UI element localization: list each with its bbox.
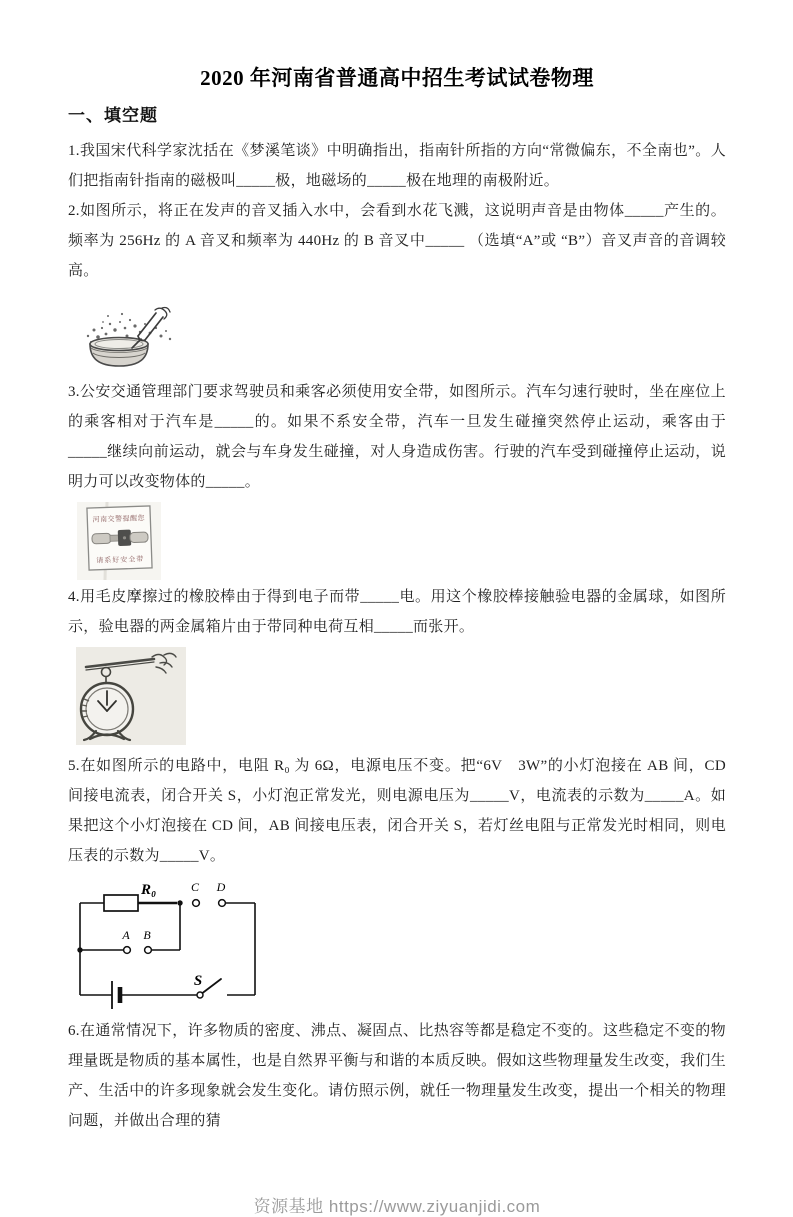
question-2-text: 2.如图所示，将正在发声的音叉插入水中，会看到水花飞溅，这说明声音是由物体_____产生的。频率为 256Hz 的 A 音叉和频率为 440Hz 的 B 音叉中_____ （选填“A”或 “B”）音叉声音的音调较高。 — [68, 203, 726, 279]
sign-bottom-text: 请系好安全带 — [96, 556, 145, 565]
junction-dot-left — [77, 947, 82, 952]
terminal-d — [219, 900, 226, 907]
question-5-text: 5.在如图所示的电路中，电阻 R₀ 为 6Ω，电源电压不变。把“6V 3W”的小灯泡接在 AB 间，CD 间接电流表，闭合开关 S，小灯泡正常发光，则电源电压为_____V，电流表的示数为_____A。如果把这个小灯泡接在 CD 间，AB 间接电压表，闭合开关 S，若灯丝电阻与正常发光时相同，则电压表的示数为_____V。 — [68, 758, 726, 864]
electroscope-figure — [76, 647, 726, 745]
question-6-text: 6.在通常情况下，许多物质的密度、沸点、凝固点、比热容等都是稳定不变的。这些稳定不变的物理量既是物质的基本属性，也是自然界平衡与和谐的本质反映。假如这些物理量发生改变，我们生产、生活中的许多现象就会发生变化。请仿照示例，就任一物理量发生改变，提出一个相关的物理问题，并做出合理的猜 — [68, 1023, 726, 1129]
section-heading-fill-in-blanks: 一、填空题 — [68, 106, 158, 125]
tuning-fork-drawing — [82, 306, 188, 372]
seatbelt-sign-figure — [77, 502, 726, 580]
terminal-b — [145, 947, 152, 954]
terminal-a — [124, 947, 131, 954]
electroscope-drawing — [76, 647, 186, 745]
resistor-label: R₀ — [141, 882, 157, 898]
circuit-diagram-figure — [60, 881, 726, 1013]
circuit-wires — [80, 903, 255, 995]
page-title: 2020 年河南省普通高中招生考试试卷物理 — [200, 66, 594, 90]
terminal-d-label: D — [216, 881, 226, 894]
question-3-text: 3.公安交通管理部门要求驾驶员和乘客必须使用安全带，如图所示。汽车匀速行驶时，坐在座位上的乘客相对于汽车是_____的。如果不系安全带，汽车一旦发生碰撞突然停止运动，乘客由于_____继续向前运动，就会与车身发生碰撞，对人身造成伤害。行驶的汽车受到碰撞停止运动，说明力可以改变物体的_____。 — [68, 384, 726, 490]
footer-watermark: 资源基地 https://www.ziyuanjidi.com — [253, 1197, 541, 1216]
sign-board — [87, 506, 152, 570]
seatbelt-sign-drawing — [77, 502, 161, 580]
terminal-b-label: B — [143, 928, 151, 942]
question-1-text: 1.我国宋代科学家沈括在《梦溪笔谈》中明确指出，指南针所指的方向“常微偏东，不全南也”。人们把指南针指南的磁极叫_____极，地磁场的_____极在地理的南极附近。 — [68, 143, 726, 189]
circuit-diagram-drawing — [60, 881, 270, 1013]
terminal-c-label: C — [190, 881, 200, 894]
switch-label: S — [193, 973, 203, 989]
junction-dot-top — [177, 900, 182, 905]
battery-symbol — [112, 981, 120, 1009]
question-4-text: 4.用毛皮摩擦过的橡胶棒由于得到电子而带_____电。用这个橡胶棒接触验电器的金属球，如图所示，验电器的两金属箱片由于带同种电荷互相_____而张开。 — [68, 589, 726, 635]
terminal-c — [193, 900, 200, 907]
tuning-fork-figure — [82, 306, 726, 372]
tuning-fork — [132, 308, 170, 349]
resistor-r0 — [104, 895, 138, 911]
sign-top-text: 河南交警提醒您 — [92, 515, 146, 524]
terminal-a-label: A — [122, 928, 130, 942]
